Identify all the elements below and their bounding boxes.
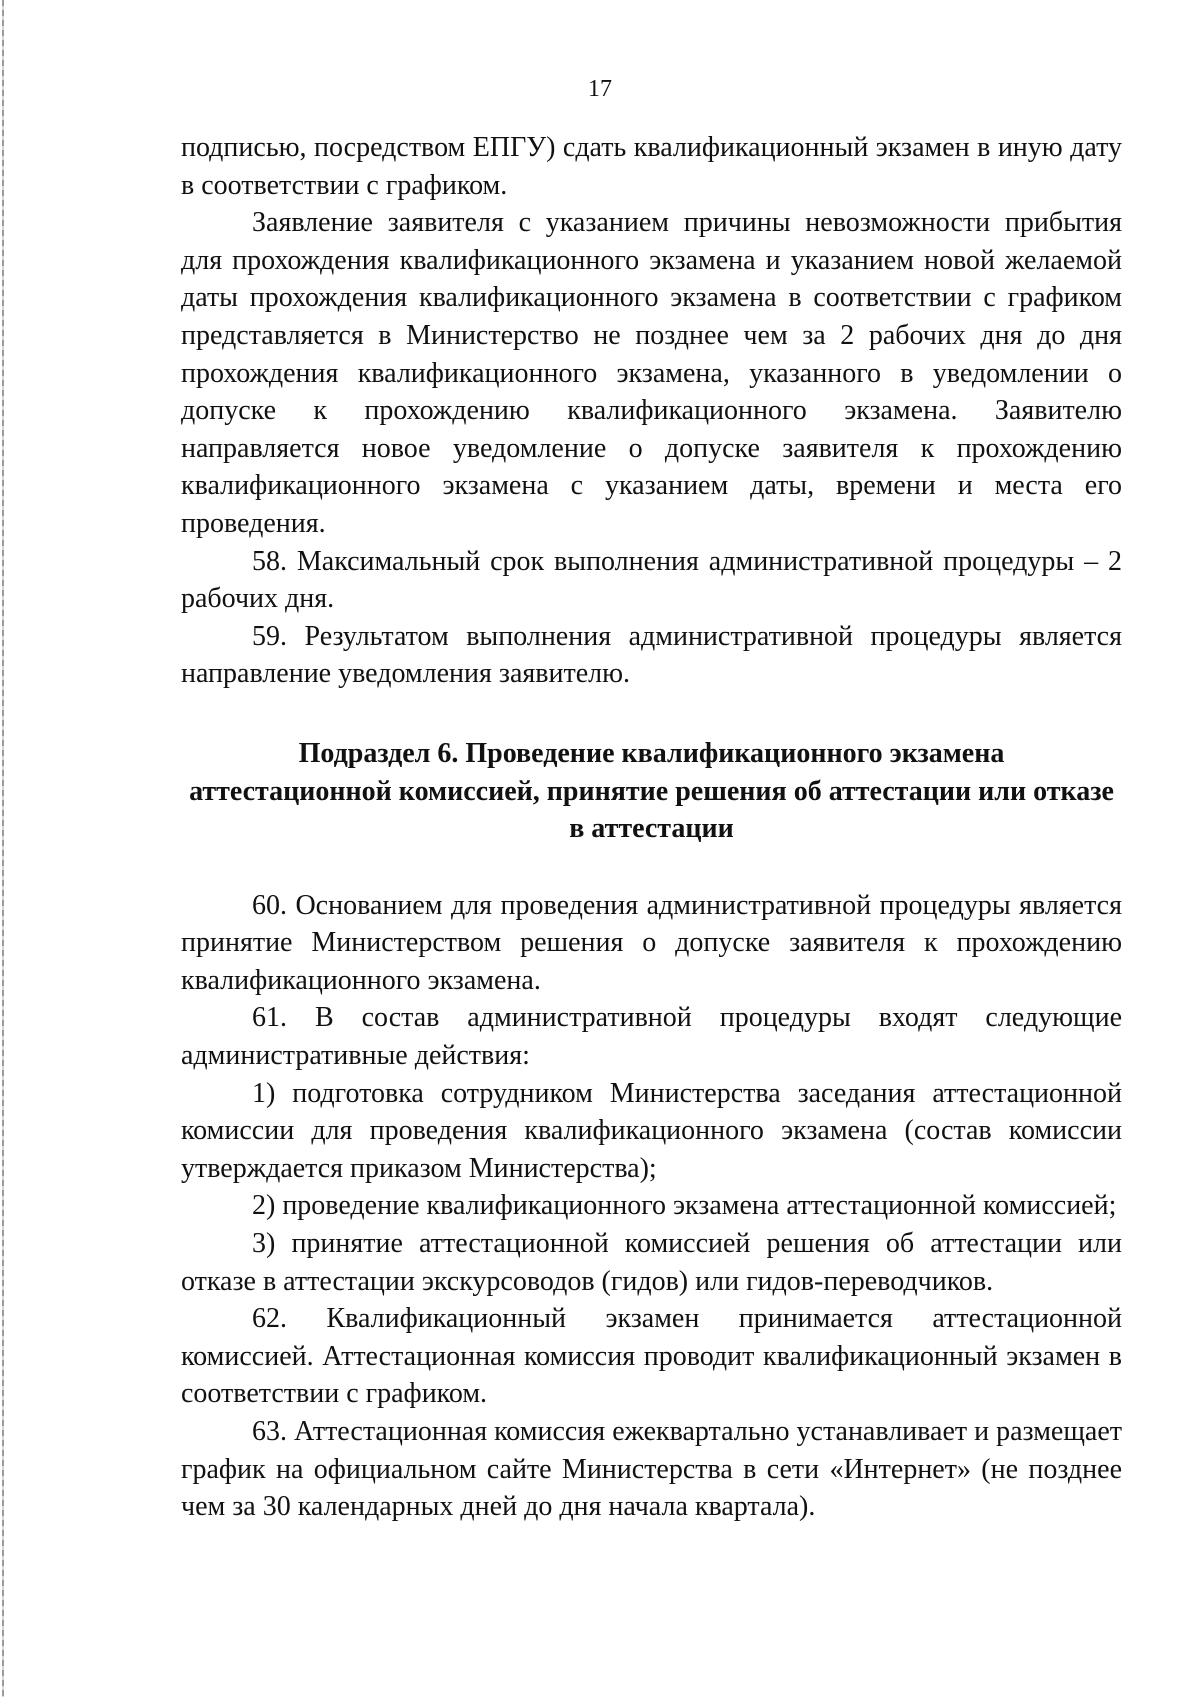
- section-heading-line-1: Подраздел 6. Проведение квалификационного экзамена: [298, 737, 1005, 769]
- paragraph-62: 62. Квалификационный экзамен принимается аттестационной комиссией. Аттестационная комиссия проводит квалификационный экзамен в соответствии с графиком.: [181, 1303, 1122, 1410]
- paragraph-63: 63. Аттестационная комиссия ежеквартально устанавливает и размещает график на официальном сайте Министерства в сети «Интернет» (не позднее чем за 30 календарных дней до дня начала квартала).: [181, 1416, 1122, 1523]
- paragraph-60: 60. Основанием для проведения административной процедуры является принятие Министерством решения о допуске заявителя к прохождению квалификационного экзамена.: [181, 889, 1122, 996]
- paragraph-58: 58. Максимальный срок выполнения административной процедуры – 2 рабочих дня.: [181, 545, 1122, 615]
- paragraph-61-item-1: 1) подготовка сотрудником Министерства заседания аттестационной комиссии для проведения квалификационного экзамена (состав комиссии утверждается приказом Министерства);: [181, 1077, 1122, 1184]
- paragraph-61-item-2: 2) проведение квалификационного экзамена аттестационной комиссией;: [252, 1190, 1117, 1222]
- page-number: 17: [588, 76, 612, 102]
- section-heading: [181, 735, 1122, 848]
- paragraph-continuation: подписью, посредством ЕПГУ) сдать квалификационный экзамен в иную дату в соответствии с графиком.: [181, 132, 1122, 201]
- paragraph-61-item-3: 3) принятие аттестационной комиссией решения об аттестации или отказе в аттестации экскурсоводов (гидов) или гидов-переводчиков.: [181, 1228, 1122, 1297]
- scan-left-edge: [2, 0, 4, 1697]
- document-body: [181, 129, 1122, 1526]
- paragraph-61: 61. В состав административной процедуры входят следующие административные действия:: [181, 1002, 1122, 1072]
- paragraph-application-notice: Заявление заявителя с указанием причины невозможности прибытия для прохождения квалификационного экзамена и указанием новой желаемой даты прохождения квалификационного экзамена в соответствии с графиком представляется в Министерство не позднее чем за 2 рабочих дня до дня прохождения квалификационного экзамена, указанного в уведомлении о допуске к прохождению квалификационного экзамена. Заявителю направляется новое уведомление о допуске заявителя к прохождению квалификационного экзамена с указанием даты, времени и места его проведения.: [181, 207, 1122, 539]
- section-heading-line-2: аттестационной комиссией, принятие решения об аттестации или отказе: [189, 775, 1114, 807]
- section-heading-line-3: в аттестации: [569, 813, 734, 845]
- paragraph-59: 59. Результатом выполнения административной процедуры является направление уведомления заявителю.: [181, 620, 1122, 690]
